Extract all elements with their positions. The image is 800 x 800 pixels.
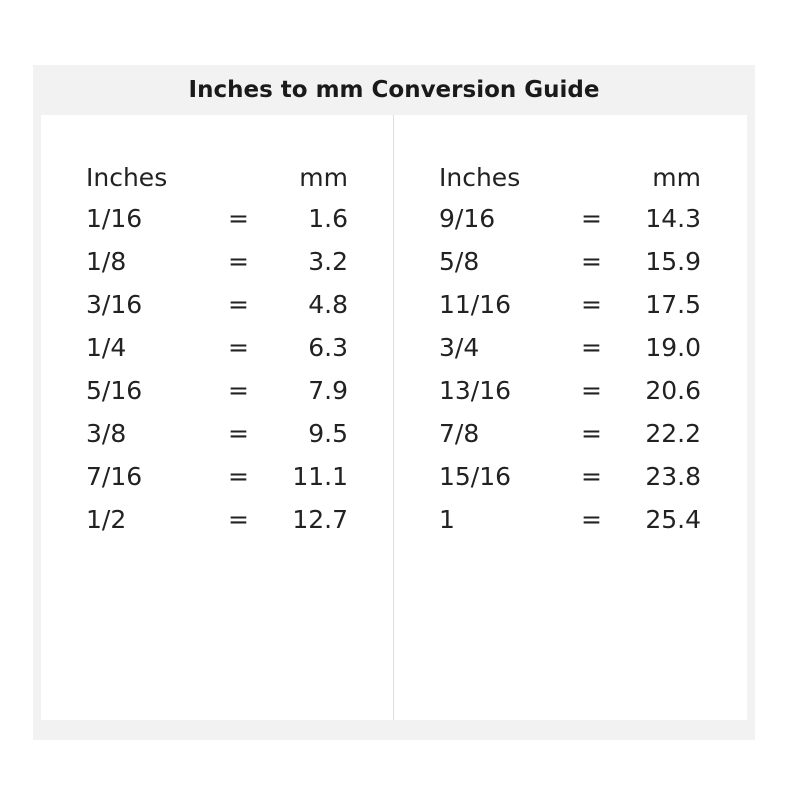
cell-mm: 23.8 bbox=[645, 462, 701, 491]
cell-mm: 15.9 bbox=[645, 247, 701, 276]
table-row bbox=[41, 412, 393, 455]
conversion-column-left bbox=[41, 115, 394, 720]
cell-mm: 20.6 bbox=[645, 376, 701, 405]
cell-equals: = bbox=[581, 376, 602, 405]
cell-inches: 1/2 bbox=[86, 505, 127, 534]
cell-inches: 7/16 bbox=[86, 462, 143, 491]
table-row bbox=[394, 412, 747, 455]
cell-inches: 1 bbox=[439, 505, 455, 534]
cell-mm: 14.3 bbox=[645, 204, 701, 233]
cell-equals: = bbox=[228, 419, 249, 448]
cell-mm: 4.8 bbox=[308, 290, 348, 319]
table-row bbox=[394, 498, 747, 541]
table-row bbox=[394, 455, 747, 498]
column-header-row-left bbox=[41, 163, 393, 197]
cell-inches: 5/8 bbox=[439, 247, 480, 276]
table-row bbox=[394, 283, 747, 326]
table-row bbox=[394, 197, 747, 240]
cell-mm: 17.5 bbox=[645, 290, 701, 319]
table-row bbox=[41, 498, 393, 541]
cell-inches: 1/4 bbox=[86, 333, 127, 362]
cell-inches: 3/4 bbox=[439, 333, 480, 362]
cell-equals: = bbox=[581, 290, 602, 319]
header-inches-left: Inches bbox=[86, 163, 168, 192]
header-mm-right: mm bbox=[652, 163, 701, 192]
cell-mm: 6.3 bbox=[308, 333, 348, 362]
cell-equals: = bbox=[581, 247, 602, 276]
cell-inches: 5/16 bbox=[86, 376, 143, 405]
cell-inches: 1/16 bbox=[86, 204, 143, 233]
cell-inches: 11/16 bbox=[439, 290, 512, 319]
table-row bbox=[394, 369, 747, 412]
table-columns bbox=[41, 115, 747, 720]
cell-equals: = bbox=[228, 333, 249, 362]
cell-mm: 22.2 bbox=[645, 419, 701, 448]
cell-mm: 7.9 bbox=[308, 376, 348, 405]
conversion-table-panel bbox=[41, 115, 747, 720]
cell-inches: 13/16 bbox=[439, 376, 512, 405]
cell-equals: = bbox=[581, 505, 602, 534]
cell-inches: 7/8 bbox=[439, 419, 480, 448]
column-header-row-right bbox=[394, 163, 747, 197]
cell-mm: 12.7 bbox=[292, 505, 348, 534]
cell-equals: = bbox=[228, 462, 249, 491]
cell-equals: = bbox=[581, 204, 602, 233]
table-row bbox=[41, 283, 393, 326]
cell-mm: 25.4 bbox=[645, 505, 701, 534]
cell-equals: = bbox=[228, 376, 249, 405]
cell-mm: 19.0 bbox=[645, 333, 701, 362]
cell-inches: 1/8 bbox=[86, 247, 127, 276]
cell-mm: 1.6 bbox=[308, 204, 348, 233]
page-title: Inches to mm Conversion Guide bbox=[188, 77, 600, 103]
table-row bbox=[41, 240, 393, 283]
conversion-card bbox=[33, 65, 755, 740]
table-row bbox=[41, 197, 393, 240]
cell-mm: 3.2 bbox=[308, 247, 348, 276]
cell-inches: 3/16 bbox=[86, 290, 143, 319]
cell-equals: = bbox=[581, 333, 602, 362]
cell-mm: 11.1 bbox=[292, 462, 348, 491]
title-band bbox=[33, 65, 755, 115]
cell-inches: 3/8 bbox=[86, 419, 127, 448]
cell-inches: 9/16 bbox=[439, 204, 496, 233]
header-inches-right: Inches bbox=[439, 163, 521, 192]
conversion-column-right bbox=[394, 115, 747, 720]
table-row bbox=[41, 455, 393, 498]
cell-inches: 15/16 bbox=[439, 462, 512, 491]
header-mm-left: mm bbox=[299, 163, 348, 192]
cell-equals: = bbox=[581, 462, 602, 491]
table-row bbox=[41, 326, 393, 369]
cell-equals: = bbox=[228, 290, 249, 319]
cell-equals: = bbox=[228, 247, 249, 276]
table-row bbox=[394, 240, 747, 283]
cell-equals: = bbox=[581, 419, 602, 448]
cell-equals: = bbox=[228, 204, 249, 233]
cell-mm: 9.5 bbox=[308, 419, 348, 448]
table-row bbox=[41, 369, 393, 412]
table-row bbox=[394, 326, 747, 369]
cell-equals: = bbox=[228, 505, 249, 534]
